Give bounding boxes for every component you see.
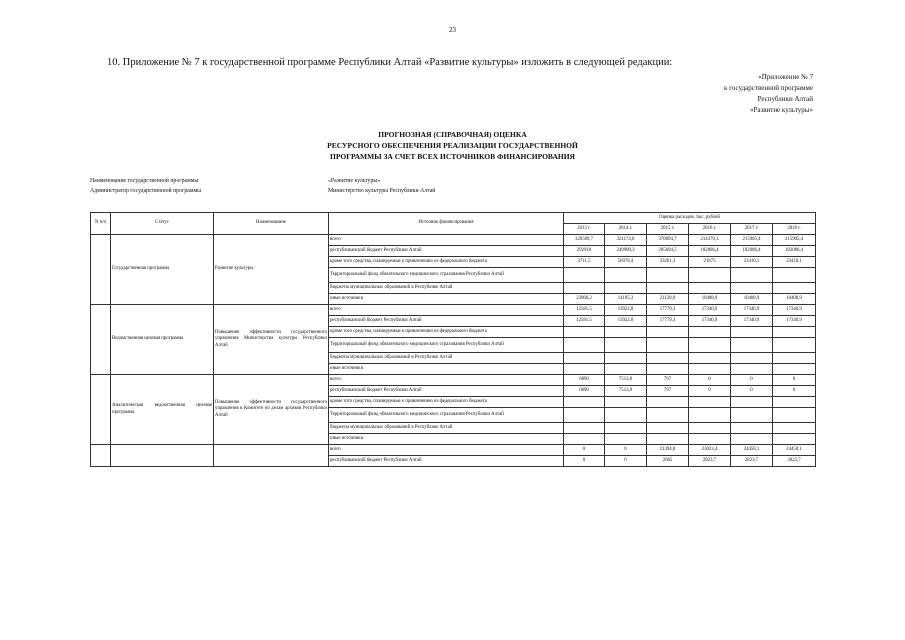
- meta-program-name: [90, 178, 381, 184]
- value-cell: 0: [773, 386, 816, 397]
- value-cell: 321174,0: [605, 235, 647, 246]
- meta-label: Наименование государственной программы: [90, 178, 199, 184]
- value-cell: 10408,9: [689, 294, 731, 305]
- value-cell: [773, 408, 816, 423]
- page-number: 23: [449, 26, 456, 34]
- value-cell: 0: [564, 456, 605, 467]
- source-cell: всего: [329, 305, 564, 316]
- value-cell: 13922,8: [605, 305, 647, 316]
- header-name: Наименование: [214, 213, 329, 235]
- value-cell: [773, 434, 816, 445]
- source-cell: бюджеты муниципальных образований в Республике Алтай: [329, 353, 564, 364]
- value-cell: [773, 338, 816, 353]
- intro-text: 10. Приложение № 7 к государственной программе Республики Алтай «Развитие культуры» изложить в следующей редакции:: [107, 57, 673, 68]
- table-body: [91, 235, 816, 467]
- status-cell: Аналитическая ведомственная целевая программа: [111, 375, 214, 445]
- row-number-cell: [91, 305, 111, 375]
- source-cell: всего: [329, 445, 564, 456]
- value-cell: [564, 434, 605, 445]
- value-cell: [773, 283, 816, 294]
- document-title: [0, 129, 905, 162]
- value-cell: 0: [605, 445, 647, 456]
- status-cell: Ведомственная целевая программа: [111, 305, 214, 375]
- meta-value: Министерство культуры Республики Алтай: [328, 188, 436, 194]
- value-cell: [689, 423, 731, 434]
- source-cell: иные источники: [329, 434, 564, 445]
- value-cell: 17779,3: [647, 305, 689, 316]
- value-cell: 21128,9: [647, 294, 689, 305]
- value-cell: [564, 283, 605, 294]
- value-cell: [689, 434, 731, 445]
- value-cell: 370094,7: [647, 235, 689, 246]
- value-cell: 17340,9: [731, 305, 773, 316]
- name-cell: [214, 445, 329, 467]
- value-cell: [731, 364, 773, 375]
- appendix-block: [724, 72, 813, 116]
- source-cell: Территориальный фонд обязательного медицинского страхования Республики Алтай: [329, 408, 564, 423]
- value-cell: [689, 397, 731, 408]
- row-number-cell: [91, 445, 111, 467]
- value-cell: [647, 397, 689, 408]
- title-line: РЕСУРСНОГО ОБЕСПЕЧЕНИЯ РЕАЛИЗАЦИИ ГОСУДАРСТВЕННОЙ: [327, 141, 578, 150]
- value-cell: 797: [647, 375, 689, 386]
- value-cell: 10408,9: [731, 294, 773, 305]
- source-cell: бюджеты муниципальных образований в Республике Алтай: [329, 283, 564, 294]
- source-cell: кроме того средства, планируемые к привлечению из федерального бюджета: [329, 327, 564, 338]
- value-cell: [605, 338, 647, 353]
- value-cell: 3711,5: [564, 257, 605, 268]
- value-cell: 797: [647, 386, 689, 397]
- table-row: [91, 305, 816, 316]
- source-cell: кроме того средства, планируемые к привлечению из федерального бюджета: [329, 257, 564, 268]
- value-cell: 292918: [564, 246, 605, 257]
- value-cell: [647, 268, 689, 283]
- value-cell: 17340,9: [773, 305, 816, 316]
- value-cell: [731, 327, 773, 338]
- value-cell: 0: [689, 375, 731, 386]
- value-cell: [689, 283, 731, 294]
- value-cell: [564, 408, 605, 423]
- value-cell: [773, 364, 816, 375]
- source-cell: Территориальный фонд обязательного медицинского страхования Республики Алтай: [329, 268, 564, 283]
- value-cell: 215905,4: [731, 235, 773, 246]
- source-cell: всего: [329, 375, 564, 386]
- value-cell: [647, 327, 689, 338]
- value-cell: [731, 434, 773, 445]
- value-cell: 13922,8: [605, 316, 647, 327]
- header-estimate: Оценка расходов, тыс. рублей: [564, 213, 816, 224]
- value-cell: [731, 353, 773, 364]
- status-cell: [111, 445, 214, 467]
- header-year: 2015 г.: [647, 224, 689, 235]
- value-cell: 7513,8: [605, 375, 647, 386]
- source-cell: бюджеты муниципальных образований в Республике Алтай: [329, 423, 564, 434]
- source-cell: всего: [329, 235, 564, 246]
- value-cell: 0: [605, 456, 647, 467]
- value-cell: 6890: [564, 386, 605, 397]
- appendix-line: «Развитие культуры»: [749, 106, 813, 114]
- table-row: [91, 445, 816, 456]
- value-cell: [773, 327, 816, 338]
- meta-administrator: [90, 188, 436, 194]
- value-cell: 2823,7: [731, 456, 773, 467]
- header-num: N п/п: [91, 213, 111, 235]
- value-cell: 249900,3: [605, 246, 647, 257]
- value-cell: [647, 434, 689, 445]
- source-cell: иные источники: [329, 364, 564, 375]
- value-cell: 2685: [647, 456, 689, 467]
- name-cell: Развитие культуры: [214, 235, 329, 305]
- header-year: 2017 г.: [731, 224, 773, 235]
- value-cell: 21394,8: [647, 445, 689, 456]
- value-cell: 14195,3: [605, 294, 647, 305]
- value-cell: 182086,4: [689, 246, 731, 257]
- value-cell: 24458,1: [773, 445, 816, 456]
- value-cell: [647, 283, 689, 294]
- financing-table: [90, 212, 816, 467]
- value-cell: [647, 423, 689, 434]
- value-cell: [731, 268, 773, 283]
- value-cell: [564, 397, 605, 408]
- value-cell: [731, 338, 773, 353]
- value-cell: 320589,7: [564, 235, 605, 246]
- value-cell: 214370,3: [689, 235, 731, 246]
- value-cell: [605, 268, 647, 283]
- source-cell: иные источники: [329, 294, 564, 305]
- appendix-line: к государственной программе: [724, 84, 813, 92]
- header-source: Источник финансирования: [329, 213, 564, 235]
- row-number-cell: [91, 375, 111, 445]
- header-status: Статус: [111, 213, 214, 235]
- value-cell: [564, 423, 605, 434]
- value-cell: [773, 423, 816, 434]
- value-cell: [564, 353, 605, 364]
- row-number-cell: [91, 235, 111, 305]
- table-row: [91, 235, 816, 246]
- value-cell: 17340,9: [731, 316, 773, 327]
- title-line: ПРОГРАММЫ ЗА СЧЕТ ВСЕХ ИСТОЧНИКОВ ФИНАНСИРОВАНИЯ: [330, 152, 575, 161]
- value-cell: [773, 397, 816, 408]
- source-cell: кроме того средства, планируемые к привлечению из федерального бюджета: [329, 397, 564, 408]
- value-cell: [647, 364, 689, 375]
- meta-label: Администратор государственной программы: [90, 188, 202, 194]
- source-cell: республиканский бюджет Республики Алтай: [329, 456, 564, 467]
- value-cell: 12581,5: [564, 316, 605, 327]
- value-cell: [689, 364, 731, 375]
- source-cell: Территориальный фонд обязательного медицинского страхования Республики Алтай: [329, 338, 564, 353]
- value-cell: [605, 353, 647, 364]
- value-cell: 2823,7: [773, 456, 816, 467]
- value-cell: 0: [689, 386, 731, 397]
- value-cell: [731, 408, 773, 423]
- value-cell: [605, 283, 647, 294]
- value-cell: 21875: [689, 257, 731, 268]
- value-cell: 2823,7: [689, 456, 731, 467]
- appendix-line: «Приложение № 7: [758, 73, 813, 81]
- value-cell: 6890: [564, 375, 605, 386]
- value-cell: 215905,4: [773, 235, 816, 246]
- value-cell: [773, 353, 816, 364]
- value-cell: 23410,1: [773, 257, 816, 268]
- value-cell: [564, 338, 605, 353]
- value-cell: 10408,9: [773, 294, 816, 305]
- value-cell: [605, 397, 647, 408]
- value-cell: [605, 423, 647, 434]
- value-cell: [689, 327, 731, 338]
- value-cell: 33261,3: [647, 257, 689, 268]
- value-cell: [605, 364, 647, 375]
- value-cell: [647, 338, 689, 353]
- value-cell: 24458,1: [731, 445, 773, 456]
- source-cell: республиканский бюджет Республики Алтай: [329, 246, 564, 257]
- value-cell: [647, 408, 689, 423]
- value-cell: 17340,9: [689, 305, 731, 316]
- title-line: ПРОГНОЗНАЯ (СПРАВОЧНАЯ) ОЦЕНКА: [378, 130, 527, 139]
- header-year: 2013 г.: [564, 224, 605, 235]
- value-cell: [731, 397, 773, 408]
- header-year: 2018 г.: [773, 224, 816, 235]
- header-year: 2016 г.: [689, 224, 731, 235]
- value-cell: 23023,4: [689, 445, 731, 456]
- name-cell: Повышение эффективности государственного управления Министерства культуры Республики Алтай: [214, 305, 329, 375]
- value-cell: 182086,4: [731, 246, 773, 257]
- value-cell: 0: [731, 386, 773, 397]
- source-cell: республиканский бюджет Республики Алтай: [329, 386, 564, 397]
- value-cell: 7513,8: [605, 386, 647, 397]
- value-cell: [564, 327, 605, 338]
- value-cell: 23960,2: [564, 294, 605, 305]
- value-cell: 285694,5: [647, 246, 689, 257]
- value-cell: 17340,9: [773, 316, 816, 327]
- value-cell: 12581,5: [564, 305, 605, 316]
- status-cell: Государственная программа: [111, 235, 214, 305]
- value-cell: [564, 268, 605, 283]
- value-cell: [773, 268, 816, 283]
- value-cell: 182086,4: [773, 246, 816, 257]
- value-cell: [605, 327, 647, 338]
- name-cell: Повышение эффективности государственного управления в Комитете по делам архивов Республики Алтай: [214, 375, 329, 445]
- appendix-line: Республики Алтай: [757, 95, 813, 103]
- value-cell: [731, 423, 773, 434]
- value-cell: 0: [731, 375, 773, 386]
- header-year: 2014 г.: [605, 224, 647, 235]
- table-row: [91, 375, 816, 386]
- value-cell: [605, 408, 647, 423]
- value-cell: [605, 434, 647, 445]
- value-cell: [689, 338, 731, 353]
- value-cell: 17779,3: [647, 316, 689, 327]
- value-cell: [647, 353, 689, 364]
- value-cell: [689, 353, 731, 364]
- meta-value: «Развитие культуры»: [328, 178, 381, 184]
- value-cell: 0: [564, 445, 605, 456]
- value-cell: 23410,1: [731, 257, 773, 268]
- value-cell: 0: [773, 375, 816, 386]
- value-cell: 17340,9: [689, 316, 731, 327]
- source-cell: республиканский бюджет Республики Алтай: [329, 316, 564, 327]
- value-cell: [689, 408, 731, 423]
- value-cell: 56978,4: [605, 257, 647, 268]
- value-cell: [689, 268, 731, 283]
- value-cell: [564, 364, 605, 375]
- value-cell: [731, 283, 773, 294]
